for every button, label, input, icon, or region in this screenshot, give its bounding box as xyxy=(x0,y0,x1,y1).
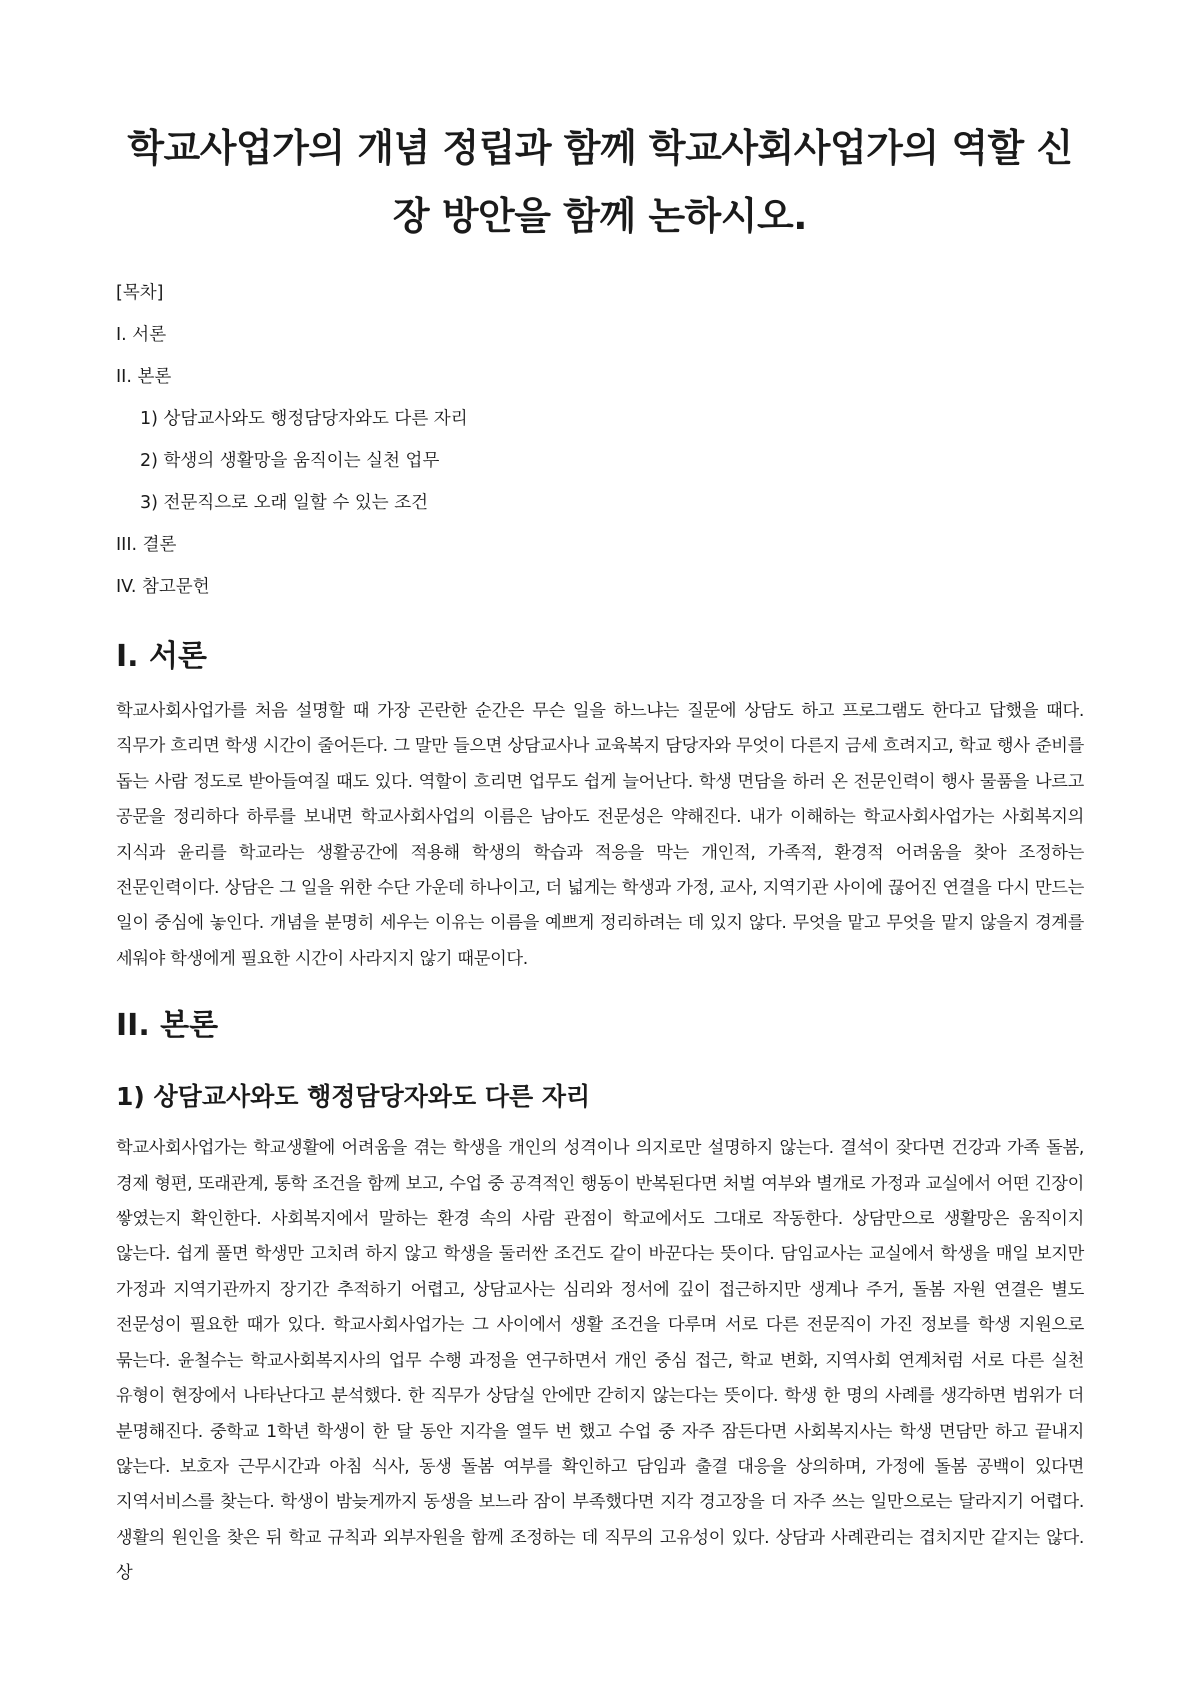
subsection-1-paragraph: 학교사회사업가는 학교생활에 어려움을 겪는 학생을 개인의 성격이나 의지로만 설명하지 않는다. 결석이 잦다면 건강과 가족 돌봄, 경제 형편, 또래관계, 통학 조건을 함께 보고, 수업 중 공격적인 행동이 반복된다면 처벌 여부와 별개로 가정과 교실에서 어떤 긴장이 쌓였는지 확인한다. 사회복지에서 말하는 환경 속의 사람 관점이 학교에서도 그대로 작동한다. 상담만으로 생활망은 움직이지 않는다. 쉽게 풀면 학생만 고치려 하지 않고 학생을 둘러싼 조건도 같이 바꾼다는 뜻이다. 담임교사는 교실에서 학생을 매일 보지만 가정과 지역기관까지 장기간 추적하기 어렵고, 상담교사는 심리와 정서에 깊이 접근하지만 생계나 주거, 돌봄 자원 연결은 별도 전문성이 필요한 때가 있다. 학교사회사업가는 그 사이에서 생활 조건을 다루며 서로 다른 전문직이 가진 정보를 학생 지원으로 묶는다. 윤철수는 학교사회복지사의 업무 수행 과정을 연구하면서 개인 중심 접근, 학교 변화, 지역사회 연계처럼 서로 다른 실천 유형이 현장에서 나타난다고 분석했다. 한 직무가 상담실 안에만 갇히지 않는다는 뜻이다. 학생 한 명의 사례를 생각하면 범위가 더 분명해진다. 중학교 1학년 학생이 한 달 동안 지각을 열두 번 했고 수업 중 자주 잠든다면 사회복지사는 학생 면담만 하고 끝내지 않는다. 보호자 근무시간과 아침 식사, 동생 돌봄 여부를 확인하고 담임과 출결 대응을 상의하며, 가정에 돌봄 공백이 있다면 지역서비스를 찾는다. 학생이 밤늦게까지 동생을 보느라 잠이 부족했다면 지각 경고장을 더 자주 쓰는 일만으로는 달라지기 어렵다. 생활의 원인을 찾은 뒤 학교 규칙과 외부자원을 함께 조정하는 데 직무의 고유성이 있다. 상담과 사례관리는 겹치지만 같지는 않다. 상 xyxy=(116,1138,1084,1584)
toc-item-intro: I. 서론 xyxy=(116,325,167,345)
toc-heading: [목차] xyxy=(116,283,164,303)
toc-item-body-1: 1) 상담교사와도 행정담당자와도 다른 자리 xyxy=(140,409,468,429)
document-title: 학교사업가의 개념 정립과 함께 학교사회사업가의 역할 신장 방안을 함께 논하시오. xyxy=(127,126,1073,238)
toc-item-references: IV. 참고문헌 xyxy=(116,577,210,597)
toc-item-body-2: 2) 학생의 생활망을 움직이는 실천 업무 xyxy=(140,451,440,471)
intro-paragraph: 학교사회사업가를 처음 설명할 때 가장 곤란한 순간은 무슨 일을 하느냐는 질문에 상담도 하고 프로그램도 한다고 답했을 때다. 직무가 흐리면 학생 시간이 줄어든다. 그 말만 들으면 상담교사나 교육복지 담당자와 무엇이 다른지 금세 흐려지고, 학교 행사 준비를 돕는 사람 정도로 받아들여질 때도 있다. 역할이 흐리면 업무도 쉽게 늘어난다. 학생 면담을 하러 온 전문인력이 행사 물품을 나르고 공문을 정리하다 하루를 보내면 학교사회사업의 이름은 남아도 전문성은 약해진다. 내가 이해하는 학교사회사업가는 사회복지의 지식과 윤리를 학교라는 생활공간에 적용해 학생의 학습과 적응을 막는 개인적, 가족적, 환경적 어려움을 찾아 조정하는 전문인력이다. 상담은 그 일을 위한 수단 가운데 하나이고, 더 넓게는 학생과 가정, 교사, 지역기관 사이에 끊어진 연결을 다시 만드는 일이 중심에 놓인다. 개념을 분명히 세우는 이유는 이름을 예쁘게 정리하려는 데 있지 않다. 무엇을 맡고 무엇을 맡지 않을지 경계를 세워야 학생에게 필요한 시간이 사라지지 않기 때문이다. xyxy=(116,701,1084,969)
section-heading-body: II. 본론 xyxy=(116,1008,219,1044)
toc-item-body: II. 본론 xyxy=(116,367,172,387)
section-heading-intro: I. 서론 xyxy=(116,639,207,674)
toc-item-conclusion: III. 결론 xyxy=(116,535,177,555)
toc-item-body-3: 3) 전문직으로 오래 일할 수 있는 조건 xyxy=(140,493,429,513)
table-of-contents xyxy=(116,272,1084,608)
subsection-heading-1: 1) 상담교사와도 행정담당자와도 다른 자리 xyxy=(116,1082,591,1112)
